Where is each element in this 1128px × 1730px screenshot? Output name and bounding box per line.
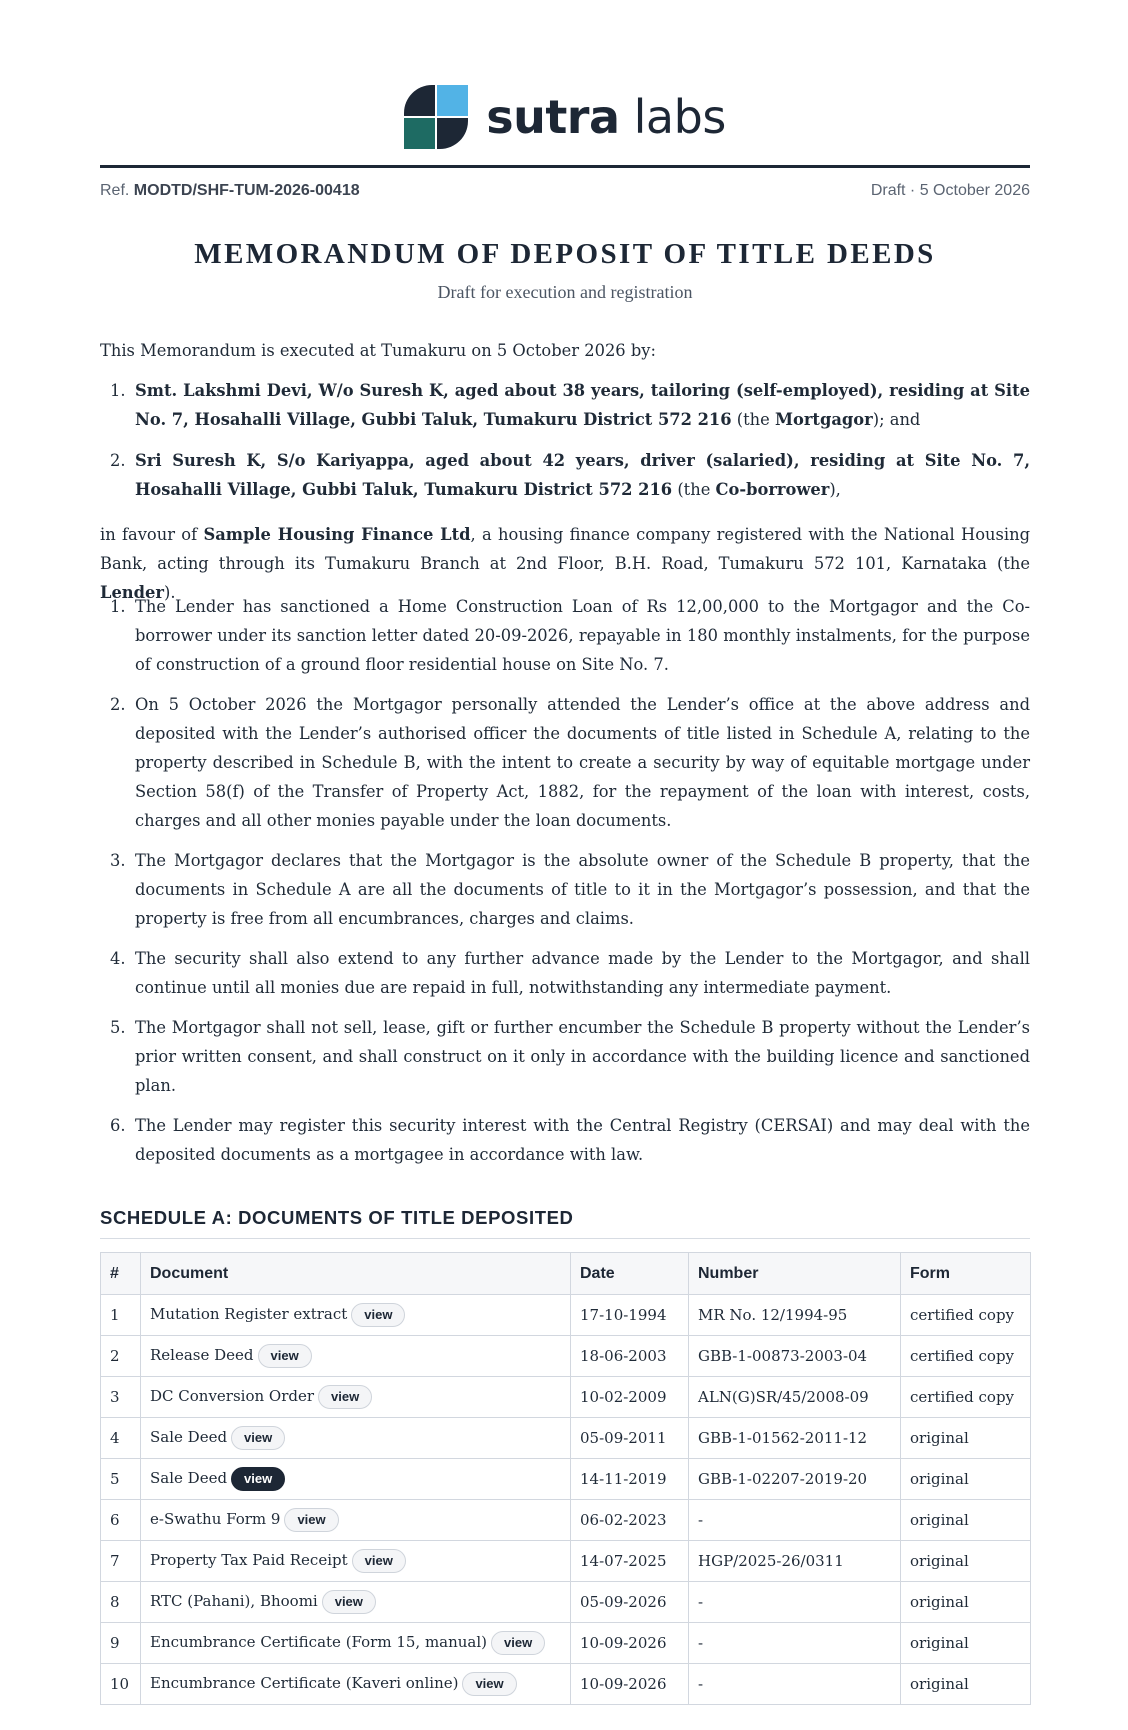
table-row — [101, 1418, 1031, 1459]
document-form: original — [901, 1541, 1031, 1582]
party-role: Co-borrower — [715, 480, 830, 499]
party-text: ), — [829, 480, 841, 499]
document-form: original — [901, 1500, 1031, 1541]
document-cell — [141, 1541, 571, 1582]
document-number: MR No. 12/1994-95 — [689, 1295, 901, 1336]
party-item — [100, 446, 1030, 504]
clause-text: The Lender has sanctioned a Home Construction Loan of Rs 12,00,000 to the Mortgagor and the Co-borrower under its sanction letter dated 20-09-2026, repayable in 180 monthly instalments, for the purpose of construction of a ground floor residential house on Site No. 7. — [135, 597, 1030, 674]
document-title: MEMORANDUM OF DEPOSIT OF TITLE DEEDS — [194, 238, 936, 270]
document-date: 18-06-2003 — [571, 1336, 689, 1377]
brand-logo — [100, 82, 1030, 152]
document-form: certified copy — [901, 1336, 1031, 1377]
reference — [100, 182, 360, 200]
document-date: 05-09-2026 — [571, 1582, 689, 1623]
document-form: certified copy — [901, 1295, 1031, 1336]
row-number: 5 — [101, 1459, 141, 1500]
document-date: 05-09-2011 — [571, 1418, 689, 1459]
view-document-button[interactable]: view — [322, 1590, 376, 1614]
clause-item — [100, 1111, 1030, 1169]
table-row — [101, 1664, 1031, 1705]
table-row — [101, 1500, 1031, 1541]
clause-item — [100, 1013, 1030, 1100]
lender-role: Lender — [100, 583, 164, 602]
table-header-row — [101, 1253, 1031, 1295]
reference-number: MODTD/SHF-TUM-2026-00418 — [133, 182, 360, 199]
document-form: original — [901, 1582, 1031, 1623]
clauses-list — [100, 592, 1030, 1180]
document-subtitle: Draft for execution and registration — [437, 282, 693, 302]
logo-mark-icon — [404, 85, 468, 149]
clause-number: 5. — [110, 1018, 126, 1037]
logo-word-light: labs — [633, 90, 726, 144]
reference-label: Ref. — [100, 182, 130, 199]
document-name: Encumbrance Certificate (Form 15, manual) — [150, 1633, 488, 1651]
row-number: 8 — [101, 1582, 141, 1623]
document-number: - — [689, 1623, 901, 1664]
view-document-button[interactable]: view — [231, 1426, 285, 1450]
party-text: (the — [731, 410, 775, 429]
column-header-date: Date — [571, 1253, 689, 1295]
document-number: - — [689, 1500, 901, 1541]
document-form: original — [901, 1459, 1031, 1500]
clause-text: The Mortgagor declares that the Mortgagor is the absolute owner of the Schedule B property, that the documents in Schedule A are all the documents of title to it in the Mortgagor’s possession, and that the property is free from all encumbrances, charges and claims. — [135, 851, 1030, 928]
table-row — [101, 1377, 1031, 1418]
party-item — [100, 376, 1030, 434]
clause-text: The security shall also extend to any further advance made by the Lender to the Mortgagor, and shall continue until all monies due are repaid in full, notwithstanding any intermediate payment. — [135, 949, 1030, 997]
document-cell — [141, 1336, 571, 1377]
clause-number: 3. — [110, 851, 126, 870]
table-row — [101, 1623, 1031, 1664]
clause-item — [100, 846, 1030, 933]
view-document-button[interactable]: view — [462, 1672, 516, 1696]
row-number: 1 — [101, 1295, 141, 1336]
document-name: Sale Deed — [150, 1428, 228, 1446]
document-name: RTC (Pahani), Bhoomi — [150, 1592, 318, 1610]
party-text: ); and — [872, 410, 921, 429]
row-number: 6 — [101, 1500, 141, 1541]
document-cell — [141, 1377, 571, 1418]
document-cell — [141, 1623, 571, 1664]
clause-item — [100, 592, 1030, 679]
view-document-button[interactable]: view — [351, 1303, 405, 1327]
clause-number: 1. — [110, 597, 126, 616]
lender-text: in favour of — [100, 525, 204, 544]
view-document-button[interactable]: view — [284, 1508, 338, 1532]
table-row — [101, 1295, 1031, 1336]
document-number: GBB-1-01562-2011-12 — [689, 1418, 901, 1459]
document-name: Encumbrance Certificate (Kaveri online) — [150, 1674, 459, 1692]
document-number: GBB-1-02207-2019-20 — [689, 1459, 901, 1500]
document-form: original — [901, 1418, 1031, 1459]
draft-status: Draft · 5 October 2026 — [870, 182, 1030, 199]
party-number: 2. — [110, 451, 126, 470]
column-header-doc-number: Number — [689, 1253, 901, 1295]
party-role: Mortgagor — [774, 410, 873, 429]
document-number: ALN(G)SR/45/2008-09 — [689, 1377, 901, 1418]
table-row — [101, 1582, 1031, 1623]
clause-number: 4. — [110, 949, 126, 968]
document-name: Property Tax Paid Receipt — [150, 1551, 348, 1569]
clause-text: The Mortgagor shall not sell, lease, gift or further encumber the Schedule B property without the Lender’s prior written consent, and shall construct on it only in accordance with the building licence and sanctioned plan. — [135, 1018, 1030, 1095]
document-date: 17-10-1994 — [571, 1295, 689, 1336]
party-text: (the — [672, 480, 716, 499]
clause-number: 2. — [110, 695, 126, 714]
clause-number: 6. — [110, 1116, 126, 1135]
document-form: certified copy — [901, 1377, 1031, 1418]
document-date: 06-02-2023 — [571, 1500, 689, 1541]
schedule-a-heading: SCHEDULE A: DOCUMENTS OF TITLE DEPOSITED — [100, 1207, 1030, 1239]
row-number: 2 — [101, 1336, 141, 1377]
document-cell — [141, 1459, 571, 1500]
document-name: e-Swathu Form 9 — [150, 1510, 281, 1528]
reference-row — [100, 182, 1030, 200]
row-number: 7 — [101, 1541, 141, 1582]
parties-list — [100, 376, 1030, 516]
row-number: 9 — [101, 1623, 141, 1664]
document-number: - — [689, 1664, 901, 1705]
clause-item — [100, 944, 1030, 1002]
party-number: 1. — [110, 381, 126, 400]
clause-text: The Lender may register this security interest with the Central Registry (CERSAI) and may deal with the deposited documents as a mortgagee in accordance with law. — [135, 1116, 1030, 1164]
column-header-number: # — [101, 1253, 141, 1295]
document-number: GBB-1-00873-2003-04 — [689, 1336, 901, 1377]
party-details: Smt. Lakshmi Devi, W/o Suresh K, aged about 38 years, tailoring (self-employed), residing at Site No. 7, Hosahalli Village, Gubbi Taluk, Tumakuru District 572 216 — [135, 381, 1030, 429]
document-cell — [141, 1500, 571, 1541]
clause-item — [100, 690, 1030, 835]
column-header-form: Form — [901, 1253, 1031, 1295]
document-form: original — [901, 1664, 1031, 1705]
document-name: Release Deed — [150, 1346, 254, 1364]
document-number: - — [689, 1582, 901, 1623]
row-number: 10 — [101, 1664, 141, 1705]
lender-name: Sample Housing Finance Ltd — [203, 525, 471, 544]
document-form: original — [901, 1623, 1031, 1664]
document-name: Sale Deed — [150, 1469, 228, 1487]
document-date: 10-09-2026 — [571, 1623, 689, 1664]
document-name: Mutation Register extract — [150, 1305, 348, 1323]
party-details: Sri Suresh K, S/o Kariyappa, aged about 42 years, driver (salaried), residing at Site No. 7, Hosahalli Village, Gubbi Taluk, Tumakuru District 572 216 — [135, 451, 1030, 499]
view-document-button[interactable]: view — [352, 1549, 406, 1573]
document-cell — [141, 1418, 571, 1459]
table-row — [101, 1459, 1031, 1500]
view-document-button[interactable]: view — [491, 1631, 545, 1655]
lender-text: ). — [163, 583, 176, 602]
table-row — [101, 1336, 1031, 1377]
header-rule — [100, 165, 1030, 168]
intro-paragraph: This Memorandum is executed at Tumakuru on 5 October 2026 by: — [100, 341, 656, 360]
table-row — [101, 1541, 1031, 1582]
schedule-a-rows — [101, 1295, 1031, 1705]
document-cell — [141, 1295, 571, 1336]
document-cell — [141, 1582, 571, 1623]
clause-text: On 5 October 2026 the Mortgagor personally attended the Lender’s office at the above address and deposited with the Lender’s authorised officer the documents of title listed in Schedule A, relating to the property described in Schedule B, with the intent to create a security by way of equitable mortgage under Section 58(f) of the Transfer of Property Act, 1882, for the repayment of the loan with interest, costs, charges and all other monies payable under the loan documents. — [135, 695, 1030, 830]
view-document-button[interactable]: view — [318, 1385, 372, 1409]
document-number: HGP/2025-26/0311 — [689, 1541, 901, 1582]
view-document-button[interactable]: view — [258, 1344, 312, 1368]
lender-text: , a housing finance company registered with the National Housing Bank, acting through its Tumakuru Branch at 2nd Floor, B.H. Road, Tumakuru 572 101, Karnataka (the — [100, 525, 1030, 573]
logo-wordmark — [486, 90, 726, 144]
document-date: 10-09-2026 — [571, 1664, 689, 1705]
document-name: DC Conversion Order — [150, 1387, 315, 1405]
schedule-a-table — [100, 1252, 1031, 1705]
view-document-button[interactable]: view — [231, 1467, 285, 1491]
document-date: 14-11-2019 — [571, 1459, 689, 1500]
document-cell — [141, 1664, 571, 1705]
document-date: 14-07-2025 — [571, 1541, 689, 1582]
column-header-document: Document — [141, 1253, 571, 1295]
row-number: 4 — [101, 1418, 141, 1459]
logo-word-bold: sutra — [486, 90, 620, 144]
document-date: 10-02-2009 — [571, 1377, 689, 1418]
row-number: 3 — [101, 1377, 141, 1418]
